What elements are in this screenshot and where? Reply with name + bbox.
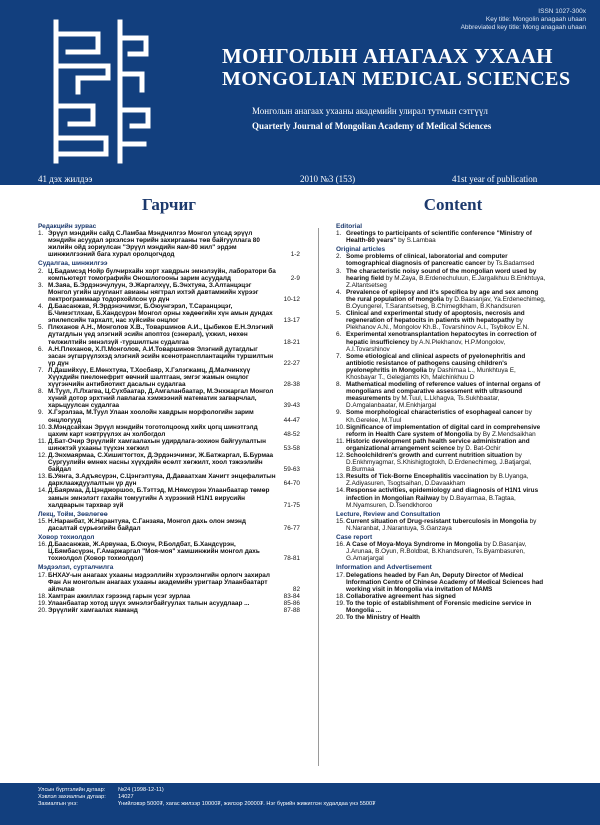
entry-title: З.Мэндсайхан Эрүүл мэндийн тоготолцоонд хийх цогц шинэтгэлд цахим карт нэвтрүүлэх ач холбогдол	[48, 423, 258, 438]
entry-pages: 59-63	[283, 466, 300, 474]
journal-title-mn: МОНГОЛЫН АНАГААХ УХААН	[222, 44, 553, 68]
entry-number: 7.	[38, 366, 44, 374]
journal-subtitle-en: Quarterly Journal of Mongolian Academy of Medical Sciences	[252, 121, 492, 131]
column-divider	[318, 228, 319, 766]
entry-number: 10.	[38, 423, 47, 431]
imprint-labels	[38, 787, 108, 809]
toc-entry	[336, 614, 570, 621]
toc-entry	[336, 473, 570, 487]
toc-entry	[38, 572, 300, 593]
entry-number: 8.	[336, 381, 342, 389]
toc-entry	[336, 230, 570, 244]
entry-pages: 85-86	[283, 599, 300, 607]
abbrev-title: Abbreviated key title: Mong anagaah uhaan	[460, 24, 586, 31]
price-value: Үнийлэвэр 5000₮, хагас жилээр 10000₮, жилээр 20000₮. Нэг бүрийн жижиглэн худалдаа үнэ 5500₮	[118, 801, 376, 807]
key-title: Key title: Mongolin anagaah uhaan	[485, 16, 586, 23]
toc-entry	[38, 409, 300, 423]
toc-entry	[336, 310, 570, 331]
entry-pages: 2-9	[290, 274, 300, 282]
entry-title: Эрүүлийг хамгаалах яаманд	[48, 606, 138, 614]
entry-number: 17.	[38, 571, 47, 579]
entry-title: Ц.Бадамсэд Нойр булчирхайн хорт хавдрын эмнэлзүйн, лаборатори ба компьютерт томографийн Оношлогооны зарим асуудалд	[48, 267, 276, 282]
entry-number: 18.	[336, 592, 345, 600]
entry-pages: 28-38	[283, 381, 300, 389]
entry-authors: by B.Uyanga, Z.Adiyasuren, Tsogtsaihan, D.Davaakham	[346, 473, 529, 488]
entry-authors: by D. Bat-Ochir	[456, 444, 501, 452]
entry-title: Delegations headed by Fan An, Deputy Director of Medical Information Centre of Chinese Academy of Medical Sciences had working visit in Mongolia via invitation of MAMS	[346, 571, 544, 593]
entry-authors: by Plekhanov A.N., Mongolov Kh.B., Tovarshinov A.I., Tsybikov E.N.	[346, 317, 530, 332]
toc-entry	[38, 600, 300, 607]
toc-entry	[38, 388, 300, 409]
section-header: Editorial	[336, 223, 363, 230]
toc-entry	[336, 600, 570, 614]
entry-title: To the Ministry of Health	[346, 614, 421, 622]
entry-pages: 71-75	[283, 501, 300, 509]
entry-pages: 64-70	[283, 480, 300, 488]
toc-entry	[336, 452, 570, 473]
entry-number: 14.	[38, 487, 47, 495]
entry-number: 16.	[336, 541, 345, 549]
imprint-footer	[0, 783, 600, 825]
entry-authors: by Kh.Gerelee, M.Tuul	[346, 409, 532, 424]
toc-entry	[38, 282, 300, 303]
toc-entry	[38, 346, 300, 367]
toc-entry	[336, 487, 570, 508]
section-header: Судалгаа, шинжилгээ	[38, 260, 108, 268]
issue-number: 2010 №3 (153)	[300, 174, 356, 184]
registration-value: №24 (1998-12-11)	[118, 787, 164, 793]
section-header: Редакцийн зурвас	[38, 223, 97, 230]
toc-entry	[336, 424, 570, 438]
toc-entry	[336, 353, 570, 381]
entry-pages: 78-81	[283, 555, 300, 563]
entry-title: Д.Энхмаярмаа, С.Хишигтогтох, Д.Эрдэнэчимэг, Ж.Батжаргал, Б.Бурмаа Сургуулийн өмнөх насны хүүхдийн өсөлт хөгжилт, хоол тэжээлийн байдал	[48, 452, 274, 474]
entry-authors: by D.Enkhmyagmar, S.Khishigtogtokh, D.Erdenechimeg, J.Batjargal, B.Burmaa	[346, 452, 532, 474]
entry-number: 20.	[336, 614, 345, 622]
toc-entry	[336, 518, 570, 532]
toc-entry	[336, 409, 570, 423]
issn: ISSN 1027-300x	[538, 8, 586, 15]
toc-entry	[336, 381, 570, 409]
entry-authors: by A.N.Plekhanov, H.P.Mongolov, A.I.Tovarshinov	[346, 338, 506, 353]
journal-subtitle-mn: Монголын анагаах ухааны академийн улирал тутмын сэтгүүл	[252, 106, 488, 116]
journal-title-en: MONGOLIAN MEDICAL SCIENCES	[222, 68, 571, 90]
subscription-label: Хэвлэл захиалгын дугаар:	[38, 794, 106, 801]
mongolian-script-logo	[38, 14, 158, 169]
entry-number: 5.	[38, 324, 44, 332]
entry-number: 4.	[38, 303, 44, 311]
section-header: Original articles	[336, 246, 386, 254]
entry-number: 18.	[38, 592, 47, 600]
entry-title: Response activities, epidemiology and diagnosis of H1N1 virus infection in Mongolian Railway	[346, 487, 539, 502]
toc-entry	[336, 289, 570, 310]
entry-number: 6.	[38, 345, 44, 353]
toc-entry	[38, 473, 300, 487]
entry-number: 2.	[336, 253, 342, 261]
section-header: Лекц, Тойм, Зөвлөгөө	[38, 510, 108, 518]
toc-entry	[38, 324, 300, 345]
entry-number: 1.	[336, 230, 342, 238]
entry-pages: 87-88	[283, 606, 300, 614]
entry-number: 12.	[336, 452, 345, 459]
entry-title: Schoolchildren's growth and current nutrition situation	[346, 452, 514, 459]
entry-pages: 82	[292, 585, 300, 593]
toc-entry	[336, 541, 570, 562]
entry-authors: by N.Naranbat, J.Narantuya, S.Ganzaya	[346, 517, 537, 532]
entry-title: Плеханов А.Н., Монголов Х.В., Товаршинов А.И., Цыбиков Е.Н.Элэгний дутагдлын үед элэгний эсийн апоптоз (сэнерал), үхжил, нөхөн төлжилтийн эмнэлзүй -туршилтын судалгаа	[48, 324, 274, 346]
toc-entry	[336, 572, 570, 593]
entry-number: 13.	[38, 473, 47, 481]
volume-mn: 41 дэх жилдээ	[38, 174, 93, 184]
entry-title: Results of Tick-Borne Encephalitis vaccination	[346, 473, 489, 481]
toc-entry	[336, 268, 570, 289]
entry-pages: 1-2	[290, 251, 300, 259]
entry-title: Historic development path health service administration and organizational arrangement science	[346, 437, 530, 452]
entry-number: 19.	[38, 599, 47, 607]
entry-number: 11.	[38, 437, 47, 445]
entry-authors: by D.Baasanjav, Ya.Erdenechimeg, B.Oyungerel, T.Sarantsetseg, B.Chimegtkham, B.Khandsuren	[346, 295, 546, 311]
toc-entry	[38, 438, 300, 452]
imprint-values	[118, 787, 164, 801]
issn-block	[461, 8, 586, 32]
entry-title: Б.Уянга, З.Адъясүрэн, С.Цэнгэлтуяа, Д.Даваатхам Хачигт энцефалитын дархлааждуулалтын үр дүн	[48, 473, 276, 488]
entry-number: 3.	[336, 267, 342, 275]
toc-entry	[38, 593, 300, 600]
entry-title: Some etiological and clinical aspects of pyelonephritis and antibiotic resistance of pathogens causing children's pyelonephritis in Mongolia	[346, 352, 526, 374]
entry-number: 19.	[336, 599, 345, 607]
entry-title: Хамтран ажиллах гэрээнд гарын үсэг зурлаа	[48, 592, 191, 600]
entry-title: А.Н.Плеханов, Х.П.Монголов, А.И.Товаршинов Элэгний дутагдлыг засан эүгшрүүлэхэд элэгний эсийн ксенотрансплантацийн туршилтын үр дүн	[48, 345, 274, 367]
entry-authors: by Dashimaa L., Munkhtuya E, Khosbayar T., Gelegjamts Kh, Malchinkhuu D	[346, 366, 516, 381]
entry-pages: 83-84	[283, 592, 300, 600]
toc-list-en	[336, 223, 570, 621]
entry-title: Д.Бат-Очир Эрүүлийг хамгаалахын удирдлага-зохион байгуулалтын шинжтэй ухааны түүхэн хөгжил	[48, 437, 266, 452]
toc-heading-en: Content	[423, 195, 483, 214]
entry-number: 15.	[336, 517, 345, 525]
entry-number: 7.	[336, 352, 342, 360]
entry-number: 9.	[38, 409, 44, 417]
toc-mongolian	[38, 195, 300, 614]
price-label: Захиалгын үнэ:	[38, 801, 78, 808]
toc-entry	[336, 438, 570, 452]
entry-title: Х.Гэрэлзаа, М.Туул Улаан хоолойн хавдрын морфологийн зарим онцлогууд	[48, 409, 254, 424]
section-header: Information and Advertisement	[336, 564, 432, 572]
entry-number: 1.	[38, 230, 44, 238]
toc-entry	[336, 253, 570, 267]
entry-authors: by M.Zaya, B.Erdenechuluun, E.Jargalkhuu B.Enkhtuya, Z.Altantsetseg	[346, 274, 546, 289]
entry-number: 4.	[336, 288, 342, 296]
entry-number: 5.	[336, 310, 342, 318]
entry-number: 15.	[38, 517, 47, 525]
entry-number: 8.	[38, 388, 44, 396]
entry-title: Prevalence of epilepsy and it's specifica by age and sex among the rural population of mongolia	[346, 288, 539, 303]
toc-entry	[38, 487, 300, 508]
entry-pages: 22-27	[283, 359, 300, 367]
toc-entry	[38, 424, 300, 438]
year-of-publication: 41st year of publication	[452, 174, 538, 184]
entry-authors: by D.Basanjav, J.Arunaa, B.Oyun, R.Boldbat, B.Khandsuren, Ts.Byambasuren, G.Amarjargal	[346, 541, 527, 563]
toc-list-mn	[38, 223, 300, 614]
entry-title: Significance of implementation of digital card in comprehensive reform in Health Care system of Mongolia	[346, 423, 541, 438]
entry-number: 9.	[336, 409, 342, 417]
toc-entry	[336, 593, 570, 600]
entry-number: 20.	[38, 606, 47, 614]
entry-title: Current situation of Drug-resistant tuberculosis in Mongolia	[346, 517, 528, 525]
entry-number: 16.	[38, 541, 47, 549]
entry-title: М.Заяа, Б.Эрдэнэчулуун, Э.Жаргалхүү, Б.Энхтуяа, З.Алтанцэцэг Монгол угийн шуугиант авианы нягтрал ихтэй давтамжийн хүрээг пектрограммаар тодорхойлсон үр дүн	[48, 281, 259, 303]
entry-authors: by Ts.Badamsed	[487, 260, 535, 268]
entry-pages: 76-77	[283, 524, 300, 532]
entry-number: 2.	[38, 267, 44, 275]
entry-title: Улаанбаатар хотод шүүх эмнэлэгбайгуулах талын асуудлаар ...	[48, 599, 250, 607]
entry-number: 6.	[336, 331, 342, 339]
toc-entry	[38, 268, 300, 282]
toc-entry	[38, 607, 300, 614]
entry-title: Mathematical modeling of reference values of internal organs of mongolians and comparative assessment with ultrasound measurements	[346, 381, 541, 403]
toc-english	[336, 195, 570, 621]
entry-title: Experimental xenotransplantation hepatocytes in correction of hepatic insufficiency	[346, 331, 537, 346]
entry-title: Some morphological characteristics of esophageal cancer	[346, 409, 524, 417]
entry-pages: 13-17	[283, 317, 300, 325]
entry-number: 10.	[336, 423, 345, 431]
toc-entry	[38, 452, 300, 473]
section-header: Lecture, Review and Consultation	[336, 510, 441, 518]
entry-pages: 18-21	[283, 338, 300, 346]
section-header: Мэдээлэл, сурталчилга	[38, 564, 114, 572]
entry-title: Л.Дашийхүү, Е.Мөнхтуяа, Т.Хосбаяр, Х.Гэлэгжамц, Д.Малчинхүү Хүүхдийн пиелонефрит өвчний шалтгаан, эмгэг жамын онцлог хүүгэнчийн антибиотикт дасалын судалгаа	[48, 366, 251, 389]
toc-entry	[38, 541, 300, 562]
entry-title: Д.Баасанжав, Ж.Арвунаа, Б.Оюун, Р.Болдбат, Б.Хандсүрэн, Ц.Бямбасүрэн, Г.Амаржаргал "Моя-моя" хамшинжийн монгол дахь тохиолдол (Ховор тохиолдол)	[48, 541, 260, 563]
registration-label: Улсын бүртгэлийн дугаар:	[38, 787, 106, 793]
subscription-value: 14027	[118, 794, 134, 801]
entry-pages: 39-43	[283, 402, 300, 410]
toc-entry	[38, 518, 300, 532]
entry-title: Clinical and experimental study of apoptosis, necrosis and regeneration of hepatocits in patients with hepatopathy	[346, 310, 525, 325]
entry-title: To the topic of establishment of Forensic medicine service in Mongolia ...	[346, 599, 532, 614]
entry-pages: 44-47	[283, 416, 300, 424]
entry-number: 11.	[336, 437, 345, 445]
entry-title: The characteristic noisy sound of the mongolian word used by hearing field	[346, 267, 537, 282]
entry-title: Collaborative agreement has signed	[346, 592, 456, 600]
toc-entry	[336, 331, 570, 352]
toc-heading-mn: Гарчиг	[142, 195, 196, 214]
entry-title: Н.Наранбат, Ж.Нарантуяа, С.Ганзаяа, Монгол дахь олон эмэнд дасалтай сүрьеэгийн байдал	[48, 517, 246, 532]
entry-pages: 53-58	[283, 444, 300, 452]
entry-number: 13.	[336, 473, 345, 481]
entry-title: Д.Баярмаа, Д.Цэнджоршоо, Б.Тэттэд, М.Нямсүрэн Улаанбаатар төмөр замын эмнэлэгт гахайн томуугийн А хүрээний H1N1 вирусийн халдварын тархвар зүй	[48, 487, 270, 509]
entry-title: Эрүүл мэндийн сайд С.Ламбаа Мэндчилгээ Монгол улсад эрүүл мэндийн асуудал эрхэлсэн төрийн захиргааны төв байгууллага 80 жилийн ойд зориулсан "Эрүүл мэндийн яам-80 жил" эрдэм шинжилгээний бага хурал оролцогчдод	[48, 230, 260, 259]
entry-number: 14.	[336, 487, 345, 495]
entry-title: A Case of Moya-Moya Syndrome in Mongolia	[346, 541, 483, 549]
entry-pages: 10-12	[283, 295, 300, 303]
toc-entry	[38, 367, 300, 388]
entry-authors: by D.Bayarmaa, B.Tagtaa, M.Nyamsuren, D.Tsendkhoroo	[346, 494, 516, 509]
entry-number: 17.	[336, 571, 345, 579]
journal-header	[0, 0, 600, 185]
entry-title: Greetings to participants of scientific conference "Ministry of Health-80 years"	[346, 230, 532, 245]
section-header: Ховор тохиолдол	[38, 534, 95, 542]
toc-entry	[38, 303, 300, 324]
entry-title: Д.Баасанжав, Я.Эрдэнэчимэг, Б.Оюунгэрэл, Т.Саранцэцэг, Б.Чимэгтлхам, Б.Хандсүрэн Монгол орны хөдөөгийн хүн амын дундах эпилепсийн тархалт, нас хүйсийн онцлог	[48, 303, 273, 325]
entry-number: 12.	[38, 452, 47, 459]
entry-authors: by M.Tuul, L.Lkhagva, Ts.Sukhbaatar, D.Amgalanbaatar, M.Enkhjargal	[346, 395, 500, 410]
entry-pages: 48-52	[283, 430, 300, 438]
entry-number: 3.	[38, 281, 44, 289]
entry-title: БНХАУ-ын анагаах ухааны мэдээллийн хүрээлэнгийн орлогч захирал Фан Ан монголын анагаах ухааны академийн уригтаар Улаанбаатарт айлчлав	[48, 571, 270, 593]
entry-title: М.Туул, Л.Лхагва, Ц.Сүхбаатар, Д.Амгаланбаатар, М.Энхжаргал Монгол хүний дотор эрхтний лавлагаа хэмжээний математик загварчлал, харьцуулсан судалгаа	[48, 388, 274, 410]
section-header: Case report	[336, 534, 373, 542]
entry-title: Some problems of clinical, laboratorial and computer tomographical diagnosis of pancreatic cancer	[346, 253, 508, 268]
entry-authors: by By Z.Mendsaikhan	[474, 430, 536, 438]
entry-authors: by S.Lambaa	[398, 237, 436, 245]
toc-entry	[38, 230, 300, 258]
